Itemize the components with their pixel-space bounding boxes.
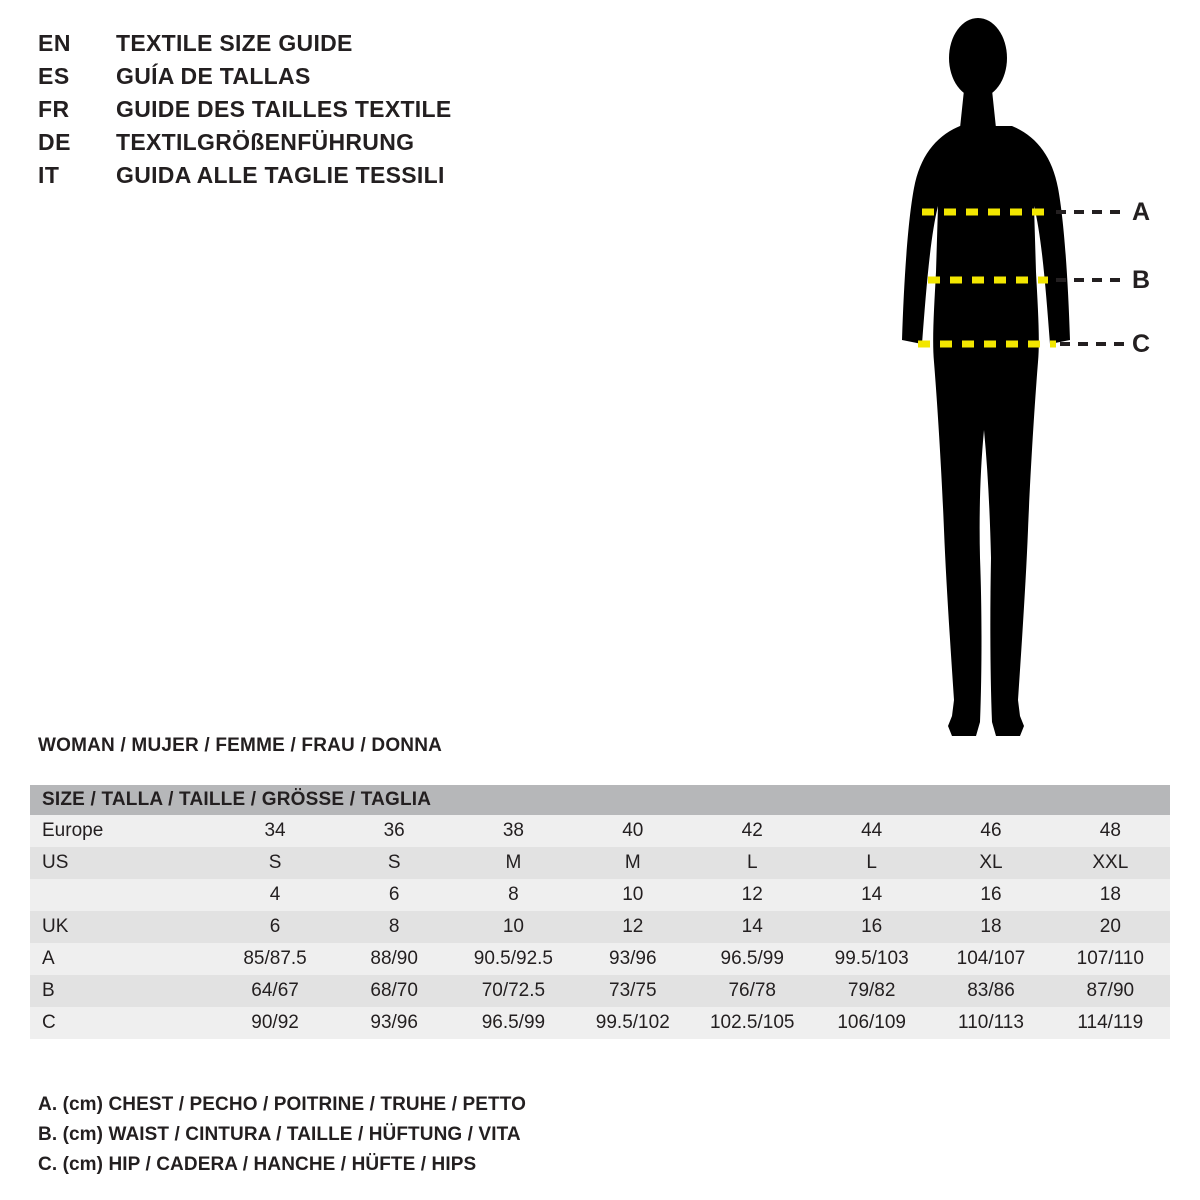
- row-label: Europe: [30, 815, 215, 847]
- table-row: [30, 911, 1170, 943]
- row-label: B: [30, 975, 215, 1007]
- language-code: DE: [38, 129, 71, 155]
- cell: 48: [1051, 815, 1170, 847]
- row-label: UK: [30, 911, 215, 943]
- size-table: [30, 785, 1170, 1039]
- cell: 40: [573, 815, 692, 847]
- cell: 68/70: [335, 975, 454, 1007]
- cell: XL: [931, 847, 1050, 879]
- cell: 99.5/102: [573, 1007, 692, 1039]
- cell: 42: [692, 815, 812, 847]
- language-code: IT: [38, 162, 60, 188]
- language-title: GUIDA ALLE TAGLIE TESSILI: [116, 162, 445, 188]
- cell: 44: [812, 815, 931, 847]
- table-row: [30, 879, 1170, 911]
- table-row: [30, 847, 1170, 879]
- table-header-row: [30, 785, 1170, 815]
- cell: 96.5/99: [454, 1007, 573, 1039]
- cell: 90.5/92.5: [454, 943, 573, 975]
- language-code: FR: [38, 96, 70, 122]
- cell: 110/113: [931, 1007, 1050, 1039]
- table-row: [30, 975, 1170, 1007]
- cell: 18: [1051, 879, 1170, 911]
- measure-label-c: C: [1132, 330, 1151, 358]
- cell: 10: [573, 879, 692, 911]
- cell: 99.5/103: [812, 943, 931, 975]
- language-title: GUÍA DE TALLAS: [116, 63, 311, 89]
- cell: 8: [335, 911, 454, 943]
- measurement-legend: [38, 1090, 838, 1180]
- language-row: [38, 129, 658, 162]
- language-row: [38, 30, 658, 63]
- row-label: A: [30, 943, 215, 975]
- female-silhouette-icon: [860, 10, 1190, 750]
- table-header-label: SIZE / TALLA / TAILLE / GRÖSSE / TAGLIA: [30, 785, 1170, 815]
- cell: 38: [454, 815, 573, 847]
- cell: 76/78: [692, 975, 812, 1007]
- cell: 114/119: [1051, 1007, 1170, 1039]
- language-row: [38, 162, 658, 195]
- cell: 6: [335, 879, 454, 911]
- cell: M: [454, 847, 573, 879]
- footnote-waist: B. (cm) WAIST / CINTURA / TAILLE / HÜFTUNG / VITA: [38, 1124, 521, 1145]
- table-row: [30, 943, 1170, 975]
- cell: 6: [215, 911, 334, 943]
- footnote-hip: C. (cm) HIP / CADERA / HANCHE / HÜFTE / HIPS: [38, 1154, 477, 1175]
- cell: 79/82: [812, 975, 931, 1007]
- cell: 10: [454, 911, 573, 943]
- language-code: EN: [38, 30, 71, 56]
- language-title-block: [38, 30, 658, 195]
- measure-label-a: A: [1132, 198, 1151, 226]
- language-row: [38, 96, 658, 129]
- cell: 20: [1051, 911, 1170, 943]
- cell: 73/75: [573, 975, 692, 1007]
- cell: 34: [215, 815, 334, 847]
- cell: 104/107: [931, 943, 1050, 975]
- cell: 93/96: [335, 1007, 454, 1039]
- cell: 107/110: [1051, 943, 1170, 975]
- cell: 12: [692, 879, 812, 911]
- row-label: [30, 879, 215, 911]
- language-title: GUIDE DES TAILLES TEXTILE: [116, 96, 452, 122]
- cell: S: [215, 847, 334, 879]
- cell: 14: [692, 911, 812, 943]
- language-code: ES: [38, 63, 70, 89]
- cell: 93/96: [573, 943, 692, 975]
- row-label: C: [30, 1007, 215, 1039]
- cell: 70/72.5: [454, 975, 573, 1007]
- table-row: [30, 1007, 1170, 1039]
- cell: 16: [931, 879, 1050, 911]
- cell: XXL: [1051, 847, 1170, 879]
- table-row: [30, 815, 1170, 847]
- cell: 85/87.5: [215, 943, 334, 975]
- cell: 106/109: [812, 1007, 931, 1039]
- cell: 90/92: [215, 1007, 334, 1039]
- language-title: TEXTILE SIZE GUIDE: [116, 30, 353, 56]
- cell: 36: [335, 815, 454, 847]
- cell: 12: [573, 911, 692, 943]
- cell: 83/86: [931, 975, 1050, 1007]
- footnote-chest: A. (cm) CHEST / PECHO / POITRINE / TRUHE / PETTO: [38, 1094, 526, 1115]
- cell: 8: [454, 879, 573, 911]
- cell: M: [573, 847, 692, 879]
- section-title-woman: WOMAN / MUJER / FEMME / FRAU / DONNA: [38, 735, 443, 756]
- cell: 88/90: [335, 943, 454, 975]
- language-row: [38, 63, 658, 96]
- language-title: TEXTILGRÖßENFÜHRUNG: [116, 129, 415, 155]
- cell: S: [335, 847, 454, 879]
- measure-label-b: B: [1132, 266, 1151, 294]
- body-measurement-figure: [860, 10, 1190, 750]
- cell: 87/90: [1051, 975, 1170, 1007]
- row-label: US: [30, 847, 215, 879]
- cell: 102.5/105: [692, 1007, 812, 1039]
- cell: 18: [931, 911, 1050, 943]
- cell: 46: [931, 815, 1050, 847]
- cell: L: [692, 847, 812, 879]
- cell: 16: [812, 911, 931, 943]
- cell: 64/67: [215, 975, 334, 1007]
- cell: 4: [215, 879, 334, 911]
- cell: 96.5/99: [692, 943, 812, 975]
- cell: L: [812, 847, 931, 879]
- cell: 14: [812, 879, 931, 911]
